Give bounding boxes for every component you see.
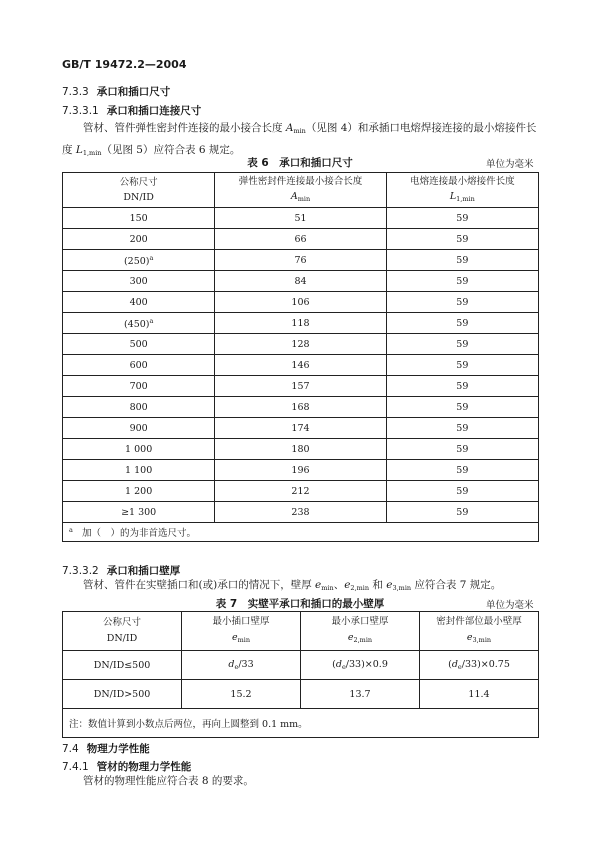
cell-e2-min	[301, 651, 420, 680]
subscript: 1,min	[82, 149, 102, 157]
cell-e2-min: 13.7	[301, 680, 420, 709]
heading-number: 7.3.3.2	[62, 565, 99, 577]
cell-l-min: 59	[386, 208, 538, 229]
dn-value: (450)	[123, 318, 150, 330]
cell-l-min: 59	[386, 250, 538, 271]
subscript: e	[457, 663, 462, 671]
header-text: 最小承口壁厚	[331, 616, 389, 627]
subscript: min	[297, 194, 311, 203]
heading-number: 7.3.3.1	[62, 105, 99, 117]
col-header-min-seal-wall	[420, 612, 539, 651]
cell-l-min: 59	[386, 355, 538, 376]
cell-e3-min	[420, 651, 539, 680]
heading-7-4	[62, 741, 150, 756]
table-header-row	[63, 173, 539, 208]
subscript: min	[321, 584, 334, 592]
table-row	[63, 376, 539, 397]
cell-a-min: 196	[215, 460, 386, 481]
symbol: d	[228, 659, 235, 670]
table6-footnote	[63, 523, 539, 542]
cell-l-min: 59	[386, 292, 538, 313]
paragraph-table8-intro: 管材的物理性能应符合表 8 的要求。	[83, 775, 254, 787]
cell-l-min: 59	[386, 376, 538, 397]
symbol: e	[231, 632, 238, 643]
cell-e-min	[182, 651, 301, 680]
symbol: e	[466, 632, 473, 643]
cell-e3-min: 11.4	[420, 680, 539, 709]
footnote-text: 加（ ）的为非首选尺寸。	[81, 528, 196, 539]
table-row	[63, 651, 539, 680]
cell-dn: 200	[63, 229, 215, 250]
table7-unit: 单位为毫米	[486, 600, 534, 611]
table-row	[63, 439, 539, 460]
standard-number: GB/T 19472.2—2004	[62, 58, 187, 71]
heading-7-3-3	[62, 84, 170, 99]
subscript: 2,min	[353, 636, 373, 644]
text: (	[448, 659, 452, 670]
paragraph-line	[62, 119, 552, 141]
cell-dn: 1 100	[63, 460, 215, 481]
table6-unit: 单位为毫米	[486, 159, 534, 170]
table-row	[63, 271, 539, 292]
table7	[62, 611, 539, 738]
heading-7-3-3-1	[62, 103, 201, 118]
text: /33	[238, 659, 254, 670]
cell-dn: ≥1 300	[63, 502, 215, 523]
table7-note-row	[63, 709, 539, 738]
cell-l-min: 59	[386, 481, 538, 502]
text: /33)×0.75	[461, 659, 510, 670]
cell-a-min: 180	[215, 439, 386, 460]
footnote-ref: a	[149, 316, 154, 325]
text: /33)×0.9	[345, 659, 388, 670]
header-text: 密封件部位最小壁厚	[436, 616, 522, 627]
cell-a-min: 51	[215, 208, 386, 229]
symbol: e	[344, 579, 351, 591]
heading-number: 7.3.3	[62, 86, 89, 98]
cell-a-min: 118	[215, 313, 386, 334]
dn-value: (250)	[123, 255, 150, 267]
symbol: e	[347, 632, 354, 643]
cell-dn: 300	[63, 271, 215, 292]
table6-caption: 表 6 承口和插口尺寸	[247, 157, 353, 169]
subscript: 1,min	[456, 194, 475, 203]
table7-caption: 表 7 实壁平承口和插口的最小壁厚	[215, 598, 385, 610]
cell-a-min: 106	[215, 292, 386, 313]
table-row	[63, 481, 539, 502]
cell-l-min: 59	[386, 313, 538, 334]
cell-l-min: 59	[386, 418, 538, 439]
cell-a-min: 76	[215, 250, 386, 271]
symbol: L	[449, 190, 457, 202]
cell-l-min: 59	[386, 460, 538, 481]
header-text: DN/ID	[106, 633, 138, 644]
cell-dn: 150	[63, 208, 215, 229]
table6-footnote-row	[63, 523, 539, 542]
cell-a-min: 128	[215, 334, 386, 355]
table-row	[63, 355, 539, 376]
cell-dn	[63, 250, 215, 271]
table-row	[63, 418, 539, 439]
col-header-min-fusion-length	[386, 173, 538, 208]
subscript: 3,min	[392, 584, 412, 592]
cell-dn: 400	[63, 292, 215, 313]
text: 和	[369, 579, 387, 591]
header-text: 公称尺寸	[119, 177, 158, 188]
table-row	[63, 460, 539, 481]
header-text: 电熔连接最小熔接件长度	[410, 175, 515, 187]
footnote-ref: a	[149, 253, 154, 262]
symbol: L	[75, 144, 83, 156]
text: 、	[333, 579, 345, 591]
cell-l-min: 59	[386, 271, 538, 292]
col-header-nominal-size	[63, 173, 215, 208]
symbol: e	[315, 579, 322, 591]
footnote-mark: a	[69, 526, 73, 534]
text: (	[332, 659, 336, 670]
cell-dn	[63, 313, 215, 334]
heading-title: 物理力学性能	[86, 743, 150, 755]
subscript: min	[293, 127, 306, 135]
text: 管材、管件在实壁插口和(或)承口的情况下，壁厚	[83, 579, 316, 591]
cell-a-min: 212	[215, 481, 386, 502]
text: 应符合表 7 规定。	[411, 579, 502, 591]
cell-a-min: 66	[215, 229, 386, 250]
cell-dn: 1 000	[63, 439, 215, 460]
subscript: min	[237, 636, 251, 644]
table-row	[63, 229, 539, 250]
col-header-nominal-size	[63, 612, 182, 651]
cell-a-min: 157	[215, 376, 386, 397]
col-header-min-spigot-wall	[182, 612, 301, 651]
text: （见图 4）和承插口电熔焊接连接的最小熔接件长	[305, 122, 537, 134]
col-header-min-socket-wall	[301, 612, 420, 651]
cell-l-min: 59	[386, 397, 538, 418]
symbol: A	[285, 122, 294, 134]
table-row	[63, 680, 539, 709]
table-row	[63, 292, 539, 313]
subscript: e	[341, 663, 346, 671]
cell-dn: 900	[63, 418, 215, 439]
header-text: 弹性密封件连接最小接合长度	[238, 175, 363, 187]
cell-dn: 500	[63, 334, 215, 355]
cell-a-min: 168	[215, 397, 386, 418]
table-row	[63, 334, 539, 355]
text: 度	[62, 144, 76, 156]
cell-dn: 800	[63, 397, 215, 418]
subscript: e	[234, 663, 239, 671]
cell-a-min: 84	[215, 271, 386, 292]
heading-title: 管材的物理力学性能	[96, 761, 192, 773]
cell-dn: 1 200	[63, 481, 215, 502]
table-row	[63, 313, 539, 334]
cell-a-min: 146	[215, 355, 386, 376]
cell-dn: 700	[63, 376, 215, 397]
text: （见图 5）应符合表 6 规定。	[101, 144, 241, 156]
header-text: DN/ID	[123, 192, 154, 203]
paragraph-table7-intro	[83, 576, 553, 598]
header-text: 最小插口壁厚	[212, 616, 270, 627]
table7-note: 注：数值计算到小数点后两位，再向上圆整到 0.1 mm。	[63, 709, 539, 738]
cell-l-min: 59	[386, 334, 538, 355]
heading-title: 承口和插口尺寸	[96, 86, 171, 98]
symbol: A	[290, 190, 298, 202]
table6	[62, 172, 539, 542]
cell-dn: DN/ID>500	[63, 680, 182, 709]
symbol: d	[451, 659, 458, 670]
heading-number: 7.4	[62, 743, 79, 755]
table-row	[63, 250, 539, 271]
cell-dn: 600	[63, 355, 215, 376]
symbol: d	[335, 659, 342, 670]
table-row	[63, 208, 539, 229]
cell-l-min: 59	[386, 229, 538, 250]
cell-l-min: 59	[386, 502, 538, 523]
col-header-min-engagement	[215, 173, 386, 208]
cell-a-min: 238	[215, 502, 386, 523]
heading-title: 承口和插口壁厚	[106, 565, 181, 577]
heading-title: 承口和插口连接尺寸	[106, 105, 202, 117]
heading-number: 7.4.1	[62, 761, 89, 773]
cell-dn: DN/ID≤500	[63, 651, 182, 680]
cell-a-min: 174	[215, 418, 386, 439]
header-text: 公称尺寸	[102, 617, 141, 628]
table-row	[63, 397, 539, 418]
subscript: 3,min	[472, 636, 492, 644]
table-row	[63, 502, 539, 523]
text: 管材、管件弹性密封件连接的最小接合长度	[83, 122, 286, 134]
symbol: e	[386, 579, 393, 591]
subscript: 2,min	[350, 584, 370, 592]
table-header-row	[63, 612, 539, 651]
cell-l-min: 59	[386, 439, 538, 460]
cell-e-min: 15.2	[182, 680, 301, 709]
